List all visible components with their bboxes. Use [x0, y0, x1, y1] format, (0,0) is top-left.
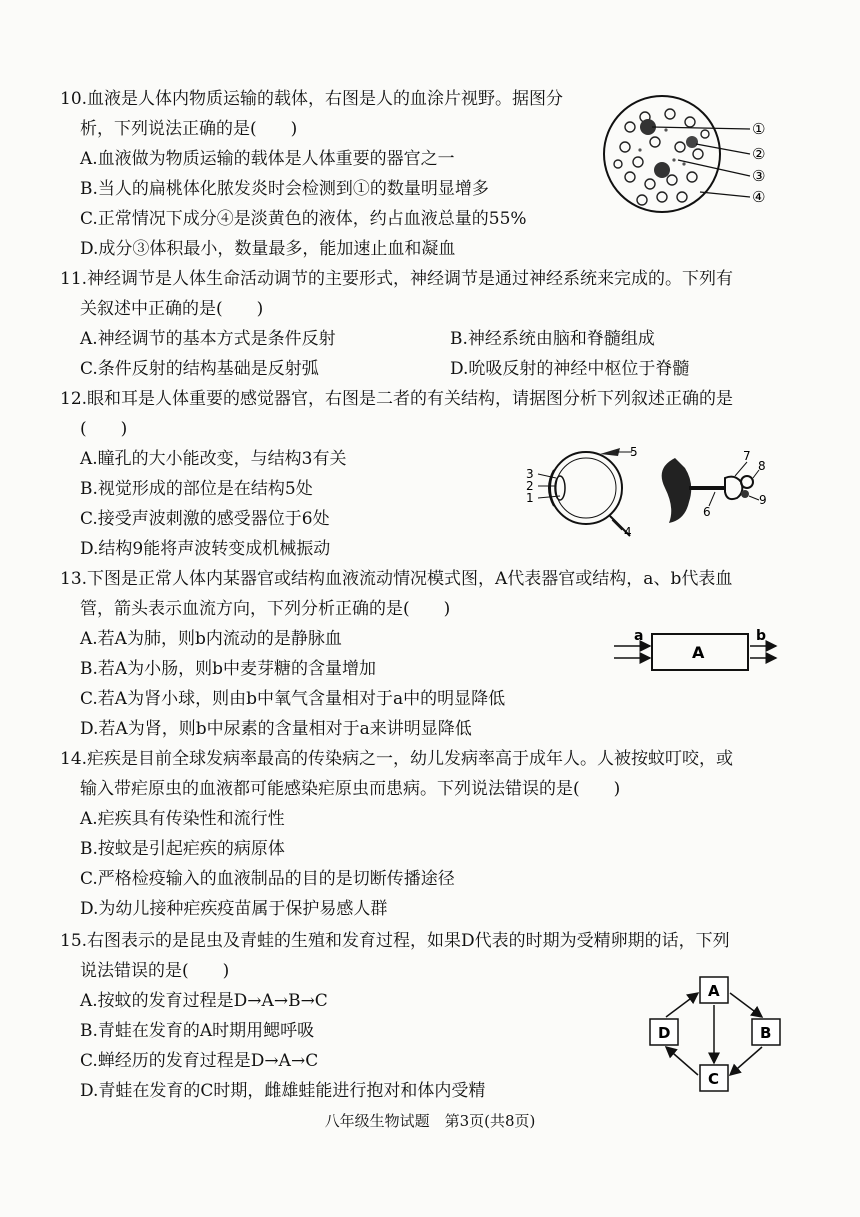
q11-option-d: D.吮吸反射的神经中枢位于脊髓	[450, 359, 690, 379]
ear-figure	[655, 448, 770, 528]
q15-option-d: D.青蛙在发育的C时期，雌雄蛙能进行抱对和体内受精	[80, 1081, 486, 1101]
eye-label-1: 1	[526, 491, 534, 505]
q15-stem-line-1: 15.右图表示的是昆虫及青蛙的生殖和发育过程，如果D代表的时期为受精卵期的话，下列	[60, 931, 730, 951]
blood-label-4: ④	[752, 188, 766, 206]
q13-stem-line-2: 管，箭头表示血流方向，下列分析正确的是( )	[80, 599, 451, 619]
cycle-label-a: A	[708, 982, 720, 1000]
q14-option-a: A.疟疾具有传染性和流行性	[80, 809, 285, 829]
q10-stem-line-2: 析，下列说法正确的是( )	[80, 119, 298, 139]
q11-option-b: B.神经系统由脑和脊髓组成	[450, 329, 655, 349]
flow-label-b: b	[756, 628, 767, 644]
q13-stem-line-1: 13.下图是正常人体内某器官或结构血液流动情况模式图，A代表器官或结构，a、b代表血	[60, 569, 733, 589]
q14-option-d: D.为幼儿接种疟疾疫苗属于保护易感人群	[80, 899, 388, 919]
q15-option-a: A.按蚊的发育过程是D→A→B→C	[80, 991, 328, 1011]
cycle-label-c: C	[708, 1070, 720, 1088]
q14-stem-line-1: 14.疟疾是目前全球发病率最高的传染病之一，幼儿发病率高于成年人。人被按蚊叮咬，或	[60, 749, 734, 769]
cycle-label-d: D	[658, 1024, 671, 1042]
q11-stem-line-2: 关叙述中正确的是( )	[80, 299, 264, 319]
q13-option-b: B.若A为小肠，则b中麦芽糖的含量增加	[80, 659, 377, 679]
ear-label-7: 7	[743, 449, 751, 463]
ear-label-6: 6	[703, 505, 711, 519]
q10-option-b: B.当人的扁桃体化脓发炎时会检测到①的数量明显增多	[80, 179, 489, 199]
page-footer: 八年级生物试题 第3页(共8页)	[324, 1112, 536, 1130]
eye-label-2: 2	[526, 479, 534, 493]
q12-stem-line-2: ( )	[80, 419, 128, 439]
q11-option-a: A.神经调节的基本方式是条件反射	[80, 329, 336, 349]
eye-label-4: 4	[624, 525, 632, 539]
q10-option-c: C.正常情况下成分④是淡黄色的液体，约占血液总量的55%	[80, 209, 527, 229]
q11-option-c: C.条件反射的结构基础是反射弧	[80, 359, 319, 379]
q15-stem-line-2: 说法错误的是( )	[80, 961, 230, 981]
blood-label-3: ③	[752, 167, 766, 185]
eye-label-5: 5	[630, 445, 638, 459]
blood-flow-figure	[610, 622, 780, 682]
q12-option-b: B.视觉形成的部位是在结构5处	[80, 479, 313, 499]
flow-label-organ: A	[692, 643, 705, 662]
q14-option-b: B.按蚊是引起疟疾的病原体	[80, 839, 285, 859]
blood-smear-figure	[600, 92, 780, 222]
q13-option-a: A.若A为肺，则b内流动的是静脉血	[80, 629, 342, 649]
life-cycle-figure	[640, 975, 790, 1095]
blood-label-1: ①	[752, 120, 766, 138]
flow-label-a: a	[634, 628, 644, 644]
q10-option-a: A.血液做为物质运输的载体是人体重要的器官之一	[80, 149, 455, 169]
q13-option-c: C.若A为肾小球，则由b中氧气含量相对于a中的明显降低	[80, 689, 506, 709]
q15-option-b: B.青蛙在发育的A时期用鳃呼吸	[80, 1021, 315, 1041]
q15-option-c: C.蝉经历的发育过程是D→A→C	[80, 1051, 319, 1071]
q14-stem-line-2: 输入带疟原虫的血液都可能感染疟原虫而患病。下列说法错误的是( )	[80, 779, 621, 799]
ear-label-8: 8	[758, 459, 766, 473]
cycle-label-b: B	[760, 1024, 772, 1042]
q12-stem-line-1: 12.眼和耳是人体重要的感觉器官，右图是二者的有关结构，请据图分析下列叙述正确的是	[60, 389, 734, 409]
ear-label-9: 9	[759, 493, 767, 507]
blood-label-2: ②	[752, 145, 766, 163]
q12-option-a: A.瞳孔的大小能改变，与结构3有关	[80, 449, 347, 469]
q13-option-d: D.若A为肾，则b中尿素的含量相对于a来讲明显降低	[80, 719, 472, 739]
q10-option-d: D.成分③体积最小，数量最多，能加速止血和凝血	[80, 239, 456, 259]
q12-option-d: D.结构9能将声波转变成机械振动	[80, 539, 331, 559]
eye-label-3: 3	[526, 467, 534, 481]
q12-option-c: C.接受声波刺激的感受器位于6处	[80, 509, 330, 529]
q10-stem-line-1: 10.血液是人体内物质运输的载体，右图是人的血涂片视野。据图分	[60, 89, 564, 109]
eye-figure	[520, 440, 640, 540]
q14-option-c: C.严格检疫输入的血液制品的目的是切断传播途径	[80, 869, 455, 889]
q11-stem-line-1: 11.神经调节是人体生命活动调节的主要形式，神经调节是通过神经系统来完成的。下列有	[60, 269, 734, 289]
